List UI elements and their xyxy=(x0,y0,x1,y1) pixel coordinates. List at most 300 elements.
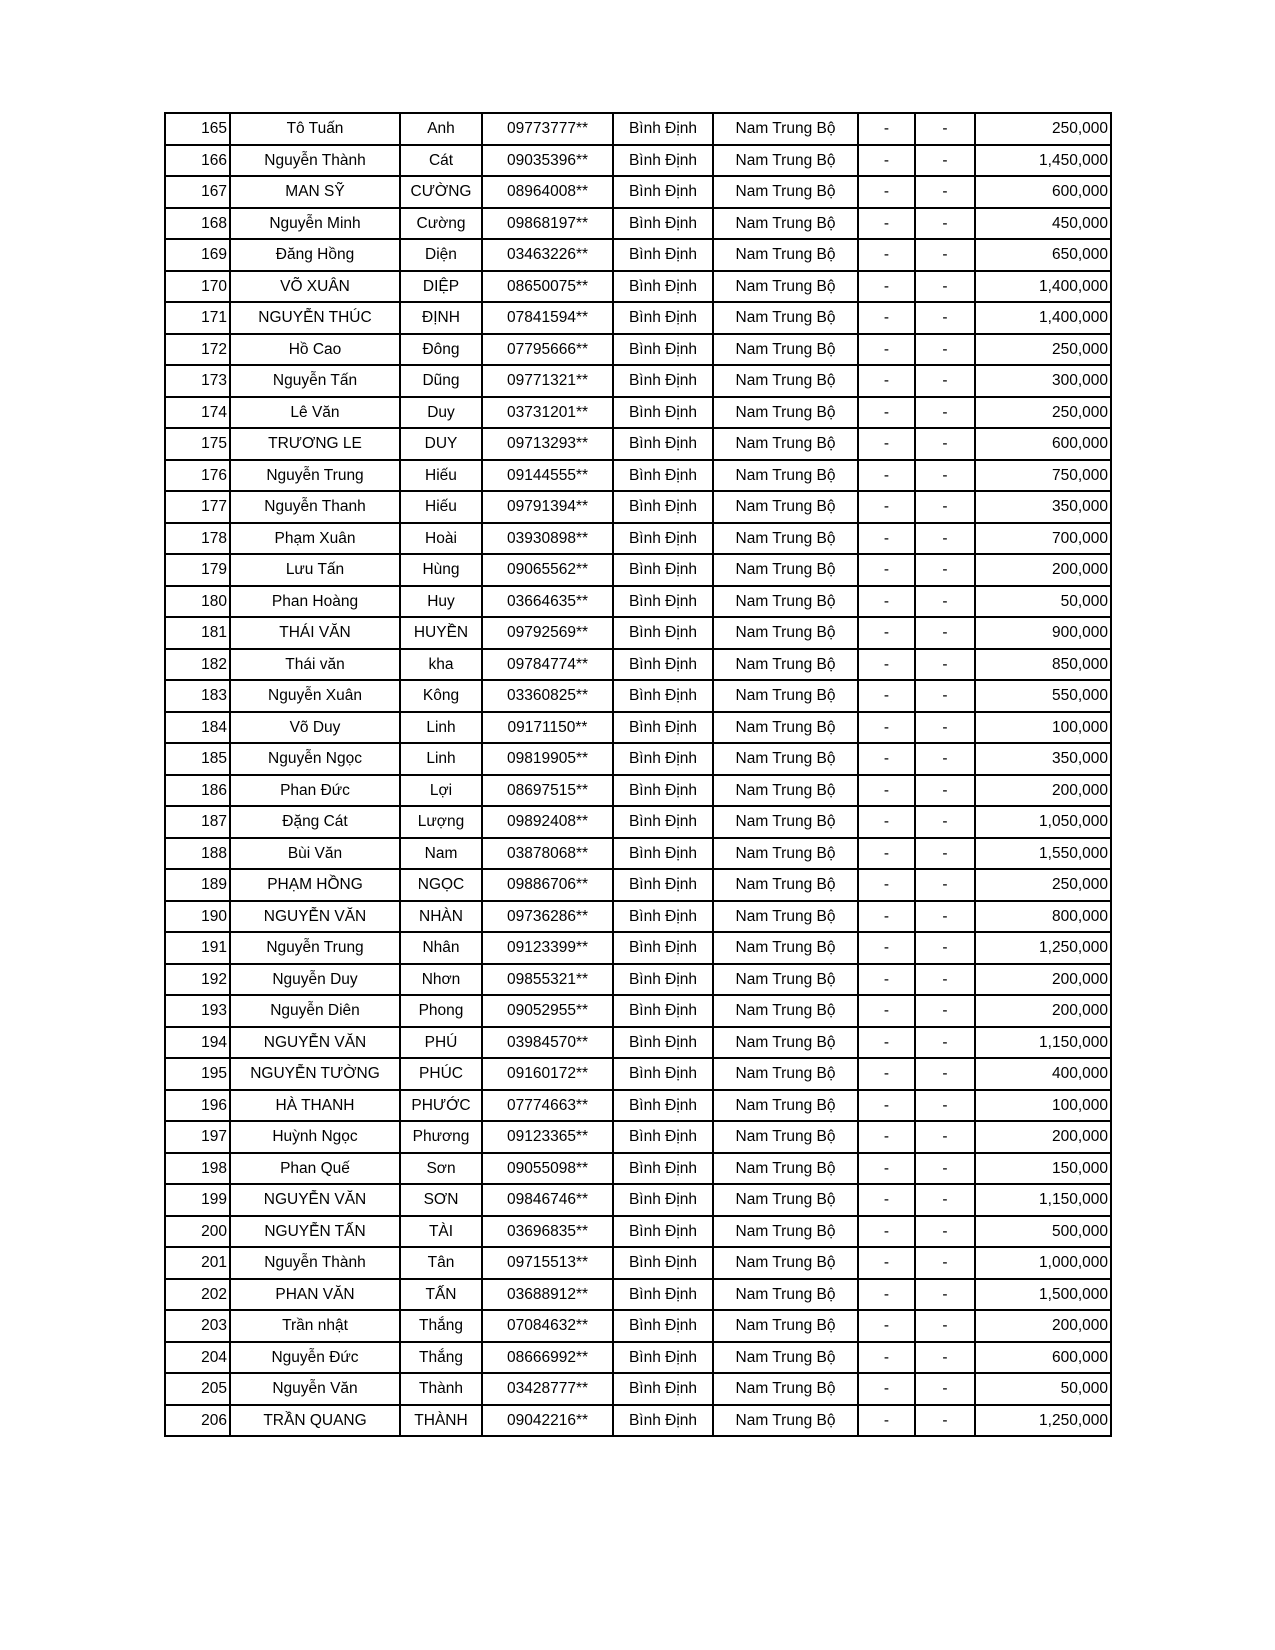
cell-stt: 183 xyxy=(165,680,230,712)
cell-stt: 170 xyxy=(165,271,230,303)
table-row xyxy=(165,334,1111,366)
cell-tinh: Bình Định xyxy=(613,491,713,523)
cell-tinh: Bình Định xyxy=(613,365,713,397)
table-row xyxy=(165,271,1111,303)
cell-ten: Hoài xyxy=(400,523,482,555)
cell-dash-1: - xyxy=(858,617,915,649)
cell-khu-vuc: Nam Trung Bộ xyxy=(713,1279,858,1311)
cell-dash-1: - xyxy=(858,1058,915,1090)
cell-khu-vuc: Nam Trung Bộ xyxy=(713,334,858,366)
cell-khu-vuc: Nam Trung Bộ xyxy=(713,554,858,586)
cell-khu-vuc: Nam Trung Bộ xyxy=(713,460,858,492)
cell-dash-1: - xyxy=(858,1310,915,1342)
cell-stt: 188 xyxy=(165,838,230,870)
cell-dash-1: - xyxy=(858,743,915,775)
table-body xyxy=(165,113,1111,1436)
cell-khu-vuc: Nam Trung Bộ xyxy=(713,838,858,870)
cell-tinh: Bình Định xyxy=(613,554,713,586)
cell-dash-1: - xyxy=(858,334,915,366)
cell-ten: DIỆP xyxy=(400,271,482,303)
cell-ten: DUY xyxy=(400,428,482,460)
cell-dash-1: - xyxy=(858,806,915,838)
table-row xyxy=(165,113,1111,145)
cell-so-dien-thoai: 09791394** xyxy=(482,491,613,523)
cell-ten: kha xyxy=(400,649,482,681)
cell-khu-vuc: Nam Trung Bộ xyxy=(713,239,858,271)
cell-so-dien-thoai: 07795666** xyxy=(482,334,613,366)
cell-so-dien-thoai: 09160172** xyxy=(482,1058,613,1090)
cell-ho-va-ten-dem: NGUYỄN TẤN xyxy=(230,1216,400,1248)
cell-tinh: Bình Định xyxy=(613,239,713,271)
cell-tinh: Bình Định xyxy=(613,806,713,838)
table-row xyxy=(165,1090,1111,1122)
cell-so-dien-thoai: 09065562** xyxy=(482,554,613,586)
cell-tinh: Bình Định xyxy=(613,397,713,429)
cell-dash-1: - xyxy=(858,869,915,901)
cell-stt: 179 xyxy=(165,554,230,586)
cell-stt: 176 xyxy=(165,460,230,492)
cell-so-tien: 600,000 xyxy=(975,1342,1111,1374)
cell-stt: 186 xyxy=(165,775,230,807)
cell-ten: Diện xyxy=(400,239,482,271)
cell-tinh: Bình Định xyxy=(613,1247,713,1279)
cell-khu-vuc: Nam Trung Bộ xyxy=(713,617,858,649)
cell-tinh: Bình Định xyxy=(613,901,713,933)
cell-khu-vuc: Nam Trung Bộ xyxy=(713,901,858,933)
cell-ten: Hiếu xyxy=(400,491,482,523)
cell-so-tien: 1,500,000 xyxy=(975,1279,1111,1311)
cell-ten: HUYỀN xyxy=(400,617,482,649)
cell-ten: PHÚC xyxy=(400,1058,482,1090)
cell-khu-vuc: Nam Trung Bộ xyxy=(713,743,858,775)
cell-tinh: Bình Định xyxy=(613,1184,713,1216)
cell-ho-va-ten-dem: Nguyễn Minh xyxy=(230,208,400,240)
cell-stt: 184 xyxy=(165,712,230,744)
cell-stt: 203 xyxy=(165,1310,230,1342)
cell-so-dien-thoai: 03984570** xyxy=(482,1027,613,1059)
cell-so-tien: 1,250,000 xyxy=(975,1405,1111,1437)
cell-ten: Phong xyxy=(400,995,482,1027)
cell-so-dien-thoai: 09771321** xyxy=(482,365,613,397)
cell-so-dien-thoai: 09792569** xyxy=(482,617,613,649)
table-row xyxy=(165,1405,1111,1437)
cell-khu-vuc: Nam Trung Bộ xyxy=(713,649,858,681)
cell-so-dien-thoai: 08650075** xyxy=(482,271,613,303)
cell-tinh: Bình Định xyxy=(613,869,713,901)
cell-dash-2: - xyxy=(915,428,975,460)
cell-tinh: Bình Định xyxy=(613,1342,713,1374)
cell-ten: Linh xyxy=(400,743,482,775)
cell-dash-2: - xyxy=(915,460,975,492)
cell-dash-2: - xyxy=(915,1121,975,1153)
cell-dash-2: - xyxy=(915,806,975,838)
cell-so-dien-thoai: 07084632** xyxy=(482,1310,613,1342)
table-row xyxy=(165,586,1111,618)
table-row xyxy=(165,145,1111,177)
cell-khu-vuc: Nam Trung Bộ xyxy=(713,491,858,523)
cell-ten: CƯỜNG xyxy=(400,176,482,208)
table-row xyxy=(165,208,1111,240)
cell-stt: 180 xyxy=(165,586,230,618)
cell-ho-va-ten-dem: Nguyễn Đức xyxy=(230,1342,400,1374)
cell-ho-va-ten-dem: NGUYỄN VĂN xyxy=(230,1027,400,1059)
cell-dash-2: - xyxy=(915,113,975,145)
cell-ho-va-ten-dem: Nguyễn Xuân xyxy=(230,680,400,712)
cell-khu-vuc: Nam Trung Bộ xyxy=(713,1342,858,1374)
table-row xyxy=(165,649,1111,681)
cell-stt: 169 xyxy=(165,239,230,271)
cell-dash-1: - xyxy=(858,1405,915,1437)
table-row xyxy=(165,869,1111,901)
cell-ten: Lượng xyxy=(400,806,482,838)
cell-so-dien-thoai: 09144555** xyxy=(482,460,613,492)
cell-dash-1: - xyxy=(858,460,915,492)
cell-ho-va-ten-dem: PHAN VĂN xyxy=(230,1279,400,1311)
cell-stt: 201 xyxy=(165,1247,230,1279)
cell-ten: Dũng xyxy=(400,365,482,397)
cell-ho-va-ten-dem: Nguyễn Trung xyxy=(230,932,400,964)
cell-khu-vuc: Nam Trung Bộ xyxy=(713,775,858,807)
cell-ho-va-ten-dem: NGUYỄN THÚC xyxy=(230,302,400,334)
cell-tinh: Bình Định xyxy=(613,775,713,807)
cell-khu-vuc: Nam Trung Bộ xyxy=(713,365,858,397)
cell-dash-1: - xyxy=(858,1090,915,1122)
cell-dash-1: - xyxy=(858,838,915,870)
cell-stt: 197 xyxy=(165,1121,230,1153)
cell-so-tien: 250,000 xyxy=(975,113,1111,145)
cell-so-tien: 150,000 xyxy=(975,1153,1111,1185)
cell-ten: Nam xyxy=(400,838,482,870)
cell-so-tien: 350,000 xyxy=(975,743,1111,775)
cell-dash-2: - xyxy=(915,302,975,334)
cell-tinh: Bình Định xyxy=(613,964,713,996)
cell-dash-2: - xyxy=(915,176,975,208)
table-row xyxy=(165,743,1111,775)
cell-dash-2: - xyxy=(915,869,975,901)
cell-ho-va-ten-dem: Nguyễn Thành xyxy=(230,145,400,177)
cell-dash-2: - xyxy=(915,586,975,618)
cell-dash-1: - xyxy=(858,428,915,460)
cell-tinh: Bình Định xyxy=(613,1373,713,1405)
table-row xyxy=(165,1121,1111,1153)
cell-tinh: Bình Định xyxy=(613,1027,713,1059)
cell-so-tien: 1,250,000 xyxy=(975,932,1111,964)
cell-khu-vuc: Nam Trung Bộ xyxy=(713,113,858,145)
cell-ho-va-ten-dem: Phan Quế xyxy=(230,1153,400,1185)
cell-stt: 178 xyxy=(165,523,230,555)
cell-ho-va-ten-dem: Lưu Tấn xyxy=(230,554,400,586)
cell-khu-vuc: Nam Trung Bộ xyxy=(713,145,858,177)
cell-so-dien-thoai: 09715513** xyxy=(482,1247,613,1279)
cell-so-tien: 600,000 xyxy=(975,428,1111,460)
cell-so-tien: 650,000 xyxy=(975,239,1111,271)
cell-ho-va-ten-dem: THÁI VĂN xyxy=(230,617,400,649)
cell-dash-2: - xyxy=(915,1373,975,1405)
cell-so-dien-thoai: 03696835** xyxy=(482,1216,613,1248)
cell-dash-1: - xyxy=(858,680,915,712)
cell-ten: Huy xyxy=(400,586,482,618)
cell-ten: Duy xyxy=(400,397,482,429)
table-row xyxy=(165,1153,1111,1185)
cell-so-tien: 1,450,000 xyxy=(975,145,1111,177)
cell-dash-1: - xyxy=(858,775,915,807)
cell-ho-va-ten-dem: Lê Văn xyxy=(230,397,400,429)
cell-tinh: Bình Định xyxy=(613,1121,713,1153)
cell-dash-1: - xyxy=(858,1216,915,1248)
cell-so-dien-thoai: 09035396** xyxy=(482,145,613,177)
table-row xyxy=(165,491,1111,523)
cell-ho-va-ten-dem: Hồ Cao xyxy=(230,334,400,366)
cell-dash-1: - xyxy=(858,113,915,145)
cell-stt: 167 xyxy=(165,176,230,208)
cell-dash-2: - xyxy=(915,1279,975,1311)
cell-tinh: Bình Định xyxy=(613,617,713,649)
cell-dash-2: - xyxy=(915,775,975,807)
cell-ten: Kông xyxy=(400,680,482,712)
cell-tinh: Bình Định xyxy=(613,1405,713,1437)
cell-khu-vuc: Nam Trung Bộ xyxy=(713,964,858,996)
cell-tinh: Bình Định xyxy=(613,113,713,145)
cell-ho-va-ten-dem: TRẦN QUANG xyxy=(230,1405,400,1437)
cell-so-tien: 1,550,000 xyxy=(975,838,1111,870)
cell-so-tien: 1,000,000 xyxy=(975,1247,1111,1279)
cell-dash-1: - xyxy=(858,554,915,586)
cell-ten: THÀNH xyxy=(400,1405,482,1437)
cell-ho-va-ten-dem: TRƯƠNG LE xyxy=(230,428,400,460)
cell-tinh: Bình Định xyxy=(613,1310,713,1342)
cell-so-dien-thoai: 07774663** xyxy=(482,1090,613,1122)
cell-stt: 202 xyxy=(165,1279,230,1311)
cell-ten: TÀI xyxy=(400,1216,482,1248)
cell-stt: 205 xyxy=(165,1373,230,1405)
cell-tinh: Bình Định xyxy=(613,271,713,303)
cell-ten: PHÚ xyxy=(400,1027,482,1059)
cell-tinh: Bình Định xyxy=(613,1090,713,1122)
table-row xyxy=(165,617,1111,649)
cell-tinh: Bình Định xyxy=(613,460,713,492)
cell-stt: 187 xyxy=(165,806,230,838)
table-row xyxy=(165,302,1111,334)
cell-stt: 196 xyxy=(165,1090,230,1122)
cell-stt: 193 xyxy=(165,995,230,1027)
cell-ten: Nhơn xyxy=(400,964,482,996)
cell-tinh: Bình Định xyxy=(613,334,713,366)
cell-ten: Thắng xyxy=(400,1310,482,1342)
cell-stt: 195 xyxy=(165,1058,230,1090)
cell-dash-1: - xyxy=(858,1027,915,1059)
table-row xyxy=(165,523,1111,555)
cell-dash-1: - xyxy=(858,1247,915,1279)
cell-stt: 182 xyxy=(165,649,230,681)
cell-dash-1: - xyxy=(858,586,915,618)
table-row xyxy=(165,932,1111,964)
cell-tinh: Bình Định xyxy=(613,1153,713,1185)
cell-so-tien: 1,050,000 xyxy=(975,806,1111,838)
cell-so-dien-thoai: 09123399** xyxy=(482,932,613,964)
cell-khu-vuc: Nam Trung Bộ xyxy=(713,176,858,208)
cell-dash-2: - xyxy=(915,932,975,964)
cell-dash-2: - xyxy=(915,208,975,240)
cell-dash-2: - xyxy=(915,1027,975,1059)
cell-dash-2: - xyxy=(915,1184,975,1216)
cell-so-tien: 700,000 xyxy=(975,523,1111,555)
cell-ho-va-ten-dem: NGUYỄN VĂN xyxy=(230,901,400,933)
cell-so-dien-thoai: 09736286** xyxy=(482,901,613,933)
cell-ho-va-ten-dem: Bùi Văn xyxy=(230,838,400,870)
cell-so-dien-thoai: 03930898** xyxy=(482,523,613,555)
cell-dash-2: - xyxy=(915,523,975,555)
cell-tinh: Bình Định xyxy=(613,680,713,712)
cell-dash-2: - xyxy=(915,1058,975,1090)
cell-ten: Phương xyxy=(400,1121,482,1153)
cell-stt: 168 xyxy=(165,208,230,240)
cell-khu-vuc: Nam Trung Bộ xyxy=(713,869,858,901)
cell-dash-1: - xyxy=(858,208,915,240)
cell-khu-vuc: Nam Trung Bộ xyxy=(713,1153,858,1185)
cell-khu-vuc: Nam Trung Bộ xyxy=(713,1247,858,1279)
cell-ten: Tân xyxy=(400,1247,482,1279)
cell-khu-vuc: Nam Trung Bộ xyxy=(713,1027,858,1059)
cell-dash-1: - xyxy=(858,1153,915,1185)
table-row xyxy=(165,460,1111,492)
cell-so-tien: 50,000 xyxy=(975,586,1111,618)
cell-dash-2: - xyxy=(915,617,975,649)
cell-so-dien-thoai: 03688912** xyxy=(482,1279,613,1311)
cell-dash-1: - xyxy=(858,145,915,177)
cell-dash-1: - xyxy=(858,1121,915,1153)
cell-so-dien-thoai: 09171150** xyxy=(482,712,613,744)
table-row xyxy=(165,428,1111,460)
cell-dash-2: - xyxy=(915,995,975,1027)
cell-so-tien: 400,000 xyxy=(975,1058,1111,1090)
table-row xyxy=(165,1058,1111,1090)
cell-ho-va-ten-dem: Phan Đức xyxy=(230,775,400,807)
table-row xyxy=(165,806,1111,838)
cell-khu-vuc: Nam Trung Bộ xyxy=(713,1058,858,1090)
cell-dash-2: - xyxy=(915,1405,975,1437)
cell-dash-1: - xyxy=(858,491,915,523)
cell-dash-1: - xyxy=(858,365,915,397)
cell-so-tien: 1,400,000 xyxy=(975,302,1111,334)
cell-so-dien-thoai: 09713293** xyxy=(482,428,613,460)
cell-so-dien-thoai: 03428777** xyxy=(482,1373,613,1405)
cell-dash-2: - xyxy=(915,554,975,586)
cell-dash-2: - xyxy=(915,964,975,996)
cell-khu-vuc: Nam Trung Bộ xyxy=(713,1216,858,1248)
cell-so-tien: 200,000 xyxy=(975,995,1111,1027)
cell-dash-1: - xyxy=(858,995,915,1027)
cell-so-tien: 200,000 xyxy=(975,1310,1111,1342)
cell-tinh: Bình Định xyxy=(613,428,713,460)
cell-dash-1: - xyxy=(858,901,915,933)
cell-dash-1: - xyxy=(858,932,915,964)
cell-tinh: Bình Định xyxy=(613,995,713,1027)
cell-khu-vuc: Nam Trung Bộ xyxy=(713,1090,858,1122)
cell-so-dien-thoai: 03878068** xyxy=(482,838,613,870)
cell-tinh: Bình Định xyxy=(613,145,713,177)
cell-dash-2: - xyxy=(915,1310,975,1342)
cell-stt: 198 xyxy=(165,1153,230,1185)
cell-ho-va-ten-dem: Nguyễn Thanh xyxy=(230,491,400,523)
cell-ho-va-ten-dem: NGUYỄN TƯỜNG xyxy=(230,1058,400,1090)
cell-so-dien-thoai: 09123365** xyxy=(482,1121,613,1153)
cell-so-dien-thoai: 09055098** xyxy=(482,1153,613,1185)
cell-so-dien-thoai: 08964008** xyxy=(482,176,613,208)
table-row xyxy=(165,365,1111,397)
cell-khu-vuc: Nam Trung Bộ xyxy=(713,397,858,429)
cell-ho-va-ten-dem: Nguyễn Thành xyxy=(230,1247,400,1279)
cell-tinh: Bình Định xyxy=(613,1216,713,1248)
cell-ho-va-ten-dem: Trần nhật xyxy=(230,1310,400,1342)
cell-tinh: Bình Định xyxy=(613,523,713,555)
cell-ten: Hùng xyxy=(400,554,482,586)
cell-stt: 172 xyxy=(165,334,230,366)
cell-ten: ĐỊNH xyxy=(400,302,482,334)
cell-ten: SƠN xyxy=(400,1184,482,1216)
cell-so-tien: 550,000 xyxy=(975,680,1111,712)
cell-dash-2: - xyxy=(915,145,975,177)
table-row xyxy=(165,995,1111,1027)
cell-ho-va-ten-dem: Huỳnh Ngọc xyxy=(230,1121,400,1153)
cell-stt: 174 xyxy=(165,397,230,429)
cell-so-dien-thoai: 09042216** xyxy=(482,1405,613,1437)
cell-dash-1: - xyxy=(858,1342,915,1374)
table-row xyxy=(165,1216,1111,1248)
cell-so-tien: 300,000 xyxy=(975,365,1111,397)
cell-ho-va-ten-dem: VÕ XUÂN xyxy=(230,271,400,303)
table-row xyxy=(165,1027,1111,1059)
cell-dash-2: - xyxy=(915,334,975,366)
cell-stt: 189 xyxy=(165,869,230,901)
cell-khu-vuc: Nam Trung Bộ xyxy=(713,523,858,555)
cell-so-tien: 350,000 xyxy=(975,491,1111,523)
table-row xyxy=(165,1310,1111,1342)
table-row xyxy=(165,239,1111,271)
cell-dash-2: - xyxy=(915,239,975,271)
table-row xyxy=(165,964,1111,996)
cell-dash-1: - xyxy=(858,302,915,334)
cell-khu-vuc: Nam Trung Bộ xyxy=(713,586,858,618)
cell-khu-vuc: Nam Trung Bộ xyxy=(713,1310,858,1342)
table-row xyxy=(165,554,1111,586)
cell-dash-1: - xyxy=(858,239,915,271)
cell-dash-2: - xyxy=(915,649,975,681)
cell-ten: Đông xyxy=(400,334,482,366)
table-row xyxy=(165,775,1111,807)
cell-ho-va-ten-dem: MAN SỸ xyxy=(230,176,400,208)
cell-ten: Thắng xyxy=(400,1342,482,1374)
cell-so-tien: 100,000 xyxy=(975,712,1111,744)
cell-so-dien-thoai: 09846746** xyxy=(482,1184,613,1216)
table-row xyxy=(165,901,1111,933)
cell-ho-va-ten-dem: Đăng Hồng xyxy=(230,239,400,271)
cell-dash-1: - xyxy=(858,964,915,996)
cell-dash-1: - xyxy=(858,1184,915,1216)
cell-khu-vuc: Nam Trung Bộ xyxy=(713,1184,858,1216)
cell-dash-1: - xyxy=(858,176,915,208)
cell-stt: 177 xyxy=(165,491,230,523)
cell-stt: 185 xyxy=(165,743,230,775)
table-row xyxy=(165,712,1111,744)
cell-khu-vuc: Nam Trung Bộ xyxy=(713,428,858,460)
cell-dash-2: - xyxy=(915,838,975,870)
cell-dash-1: - xyxy=(858,1373,915,1405)
cell-dash-2: - xyxy=(915,1090,975,1122)
cell-so-tien: 1,400,000 xyxy=(975,271,1111,303)
cell-dash-2: - xyxy=(915,1216,975,1248)
cell-khu-vuc: Nam Trung Bộ xyxy=(713,932,858,964)
cell-ten: Nhân xyxy=(400,932,482,964)
